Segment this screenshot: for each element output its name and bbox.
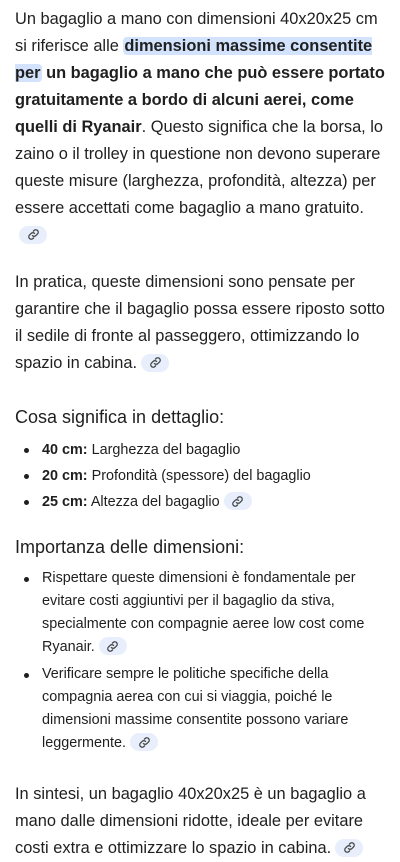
- item-text: Rispettare queste dimensioni è fondamentale per evitare costi aggiuntivi per il bagaglio da stiva, specialmente con compagnie aeree low cost come Ryanair.: [42, 570, 365, 655]
- list-item: [15, 463, 387, 489]
- item-label: 40 cm:: [42, 442, 88, 458]
- importance-list: [15, 567, 387, 755]
- source-link-chip[interactable]: [335, 839, 363, 857]
- source-link-chip[interactable]: [130, 733, 158, 751]
- item-text: Larghezza del bagaglio: [87, 442, 241, 458]
- list-item: [15, 567, 387, 659]
- item-text: Verificare sempre le politiche specifiche della compagnia aerea con cui si viaggia, poiché le dimensioni massime consentite possono variare leggermente.: [42, 666, 349, 751]
- item-text: Altezza del bagaglio: [87, 494, 220, 510]
- link-icon: [149, 356, 162, 369]
- link-icon: [231, 495, 244, 508]
- item-label: 20 cm:: [42, 468, 88, 484]
- practice-text: In pratica, queste dimensioni sono pensate per garantire che il bagaglio possa essere riposto sotto il sedile di fronte al passeggero, ottimizzando lo spazio in cabina.: [15, 273, 385, 372]
- link-icon: [138, 736, 151, 749]
- explanation-text: . Questo significa che la borsa, lo zaino o il trolley in questione non devono superare queste misure (larghezza, profondità, altezza) per essere accettati come bagaglio a mano gratuito.: [15, 118, 384, 217]
- section-heading-importance: Importanza delle dimensioni:: [15, 537, 245, 557]
- link-icon: [27, 228, 40, 241]
- list-item: [15, 437, 387, 463]
- link-icon: [343, 841, 356, 854]
- source-link-chip[interactable]: [19, 226, 47, 244]
- summary-text: In sintesi, un bagaglio 40x20x25 è un bagaglio a mano dalle dimensioni ridotte, ideale per evitare costi extra e ottimizzare lo spazio in cabina.: [15, 785, 366, 857]
- paragraph-practice: [15, 269, 387, 377]
- source-link-chip[interactable]: [99, 637, 127, 655]
- source-link-chip[interactable]: [224, 492, 252, 510]
- paragraph-summary: [15, 781, 387, 862]
- intro-text: Un bagaglio a mano con dimensioni 40x20x25 cm si riferisce alle: [15, 10, 378, 55]
- item-text: Profondità (spessore) del bagaglio: [87, 468, 311, 484]
- list-item: [15, 663, 387, 755]
- source-link-chip[interactable]: [141, 354, 169, 372]
- bold-text: un bagaglio a mano che può essere portato gratuitamente a bordo di alcuni aerei, come quelli di Ryanair: [15, 64, 385, 136]
- highlighted-text: dimensioni massime consentite per: [15, 37, 373, 82]
- paragraph-intro: [15, 6, 387, 249]
- list-item: [15, 489, 387, 515]
- item-label: 25 cm:: [42, 494, 88, 510]
- section-heading-detail: Cosa significa in dettaglio:: [15, 407, 225, 427]
- detail-list: [15, 437, 387, 515]
- link-icon: [106, 640, 119, 653]
